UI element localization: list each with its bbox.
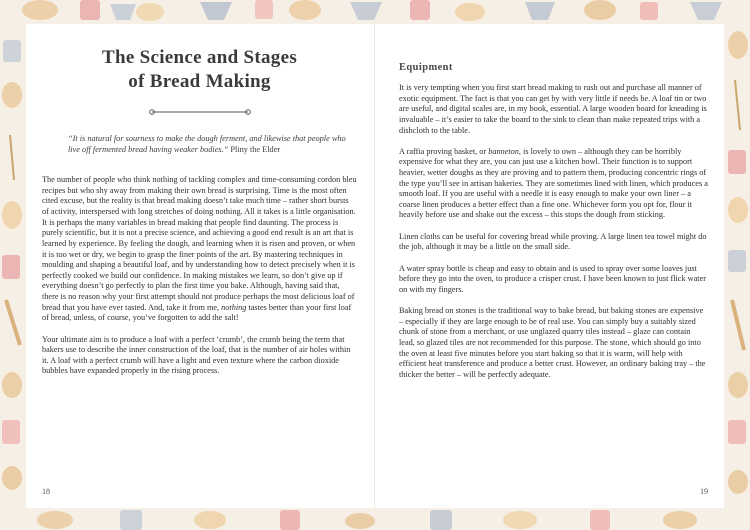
emphasis-text: banneton	[488, 146, 519, 156]
epigraph-quote	[68, 134, 347, 155]
page-number: 18	[42, 487, 50, 496]
wheat-stalk-icon	[2, 40, 22, 490]
paragraph-text: , is lovely to own – although they can be horribly expensive for what they are, you can just use a kitchen bowl. Their function is to support heavier, wetter doughs as they are proving and to pattern them, producing concentric rings of the type you’ll see in artisan bakeries. They are sometimes lined with linen, which produces a smooth loaf. If you are useful with a needle it is easy enough to make your own liner – a coarse linen produces a better effect than a fine one. Whichever form you opt for, flour it heavily before use and shake out the excess – this stops the dough from sticking.	[399, 146, 708, 220]
page-title	[42, 46, 357, 94]
left-page	[26, 24, 375, 508]
right-page	[375, 24, 724, 508]
body-paragraph	[42, 175, 357, 324]
body-paragraph: It is very tempting when you first start bread making to rush out and purchase all manner of exotic equipment. The fact is that you can get by with very little if needs be. A loaf tin or two are useful, and digital scales are, in my book, essential. A large wooden board for kneading is invaluable – it’s easier to take the board to the sink to clean than make repeated trips with a dishcloth to the table.	[399, 83, 707, 135]
body-paragraph: Linen cloths can be useful for covering bread while proving. A large linen tea towel might do the job, although it may be a little on the small side.	[399, 231, 707, 252]
emphasis-text: nothing	[221, 302, 247, 312]
title-line-2: of Bread Making	[128, 71, 271, 92]
body-paragraph: Your ultimate aim is to produce a loaf with a perfect ‘crumb’, the crumb being the term that bakers use to describe the inner construction of the loaf, that is the number of air holes within it. A loaf with a perfect crumb will have a light and even texture where the carbon dioxide bubbles have expanded properly in the rising process.	[42, 334, 351, 376]
body-paragraph	[399, 147, 708, 221]
body-paragraph: A water spray bottle is cheap and easy to obtain and is used to spray over some loaves just before they go into the oven, to produce a crisper crust. I have been known to just flick water on with my fingers.	[399, 263, 706, 294]
page-number: 19	[700, 487, 708, 496]
right-body-text	[399, 83, 708, 380]
body-paragraph: Baking bread on stones is the traditional way to bake bread, but baking stones are expensive – especially if they are large enough to be of real use. You can simply buy a suitably sized chunk of stone from a merchant, or use unglazed quarry tiles instead – glaze can contain lead, so glazed tiles are not recommended for this purpose. The stone, which should go into the oven at least five minutes before you start baking so that it is warm, will help with efficient heat transference and produce a better crust. However, an ordinary baking tray – the thicker the better – will be perfectly adequate.	[399, 306, 706, 379]
left-body-text	[42, 175, 357, 377]
paragraph-text: The number of people who think nothing of tackling complex and time-consuming cordon bleu recipes but who shy away from making their own bread is surprising. Time is the most often cited excuse, but the reality is that bread making doesn’t take much time – rather short bursts of activity, interspersed with long stretches of doing nothing. All it takes is a little organisation. It is perhaps the many variables in bread making that people find daunting. The process is purely scientific, but it is not a precise science, and achieving a good end result is an art that is learned by experience. By feeling the dough, and learning when it is risen and proven, or when it is too wet or dry, we begin to grasp the finer points of the art. By mastering techniques in moulding and shaping a beautiful loaf, and by understanding how to detect precisely when it is perfectly cooked we build our confidence. In making mistakes we learn, so don’t give up if everything doesn’t go perfectly to plan the first time you bake. Although, having said that, there is no reason why your first attempt should not produce perhaps the most delicious loaf of bread that you have ever tasted. And, take it from me,	[42, 175, 357, 312]
quote-attribution: Pliny the Elder	[228, 144, 281, 154]
section-heading: Equipment	[399, 62, 453, 73]
quote-text: “It is natural for sourness to make the dough ferment, and likewise that people who live off fermented bread having weaker bodies.”	[68, 134, 346, 154]
paragraph-text: A raffia proving basket, or	[399, 146, 489, 156]
flour-bag-icon	[37, 510, 697, 530]
rolling-pin-icon	[728, 31, 748, 494]
paragraph-text: tastes better than your first loaf of bread, unless, of course, you’ve forgotten to add the salt!	[42, 302, 352, 323]
title-divider-ornament	[148, 108, 252, 116]
title-line-1: The Science and Stages	[101, 47, 298, 68]
